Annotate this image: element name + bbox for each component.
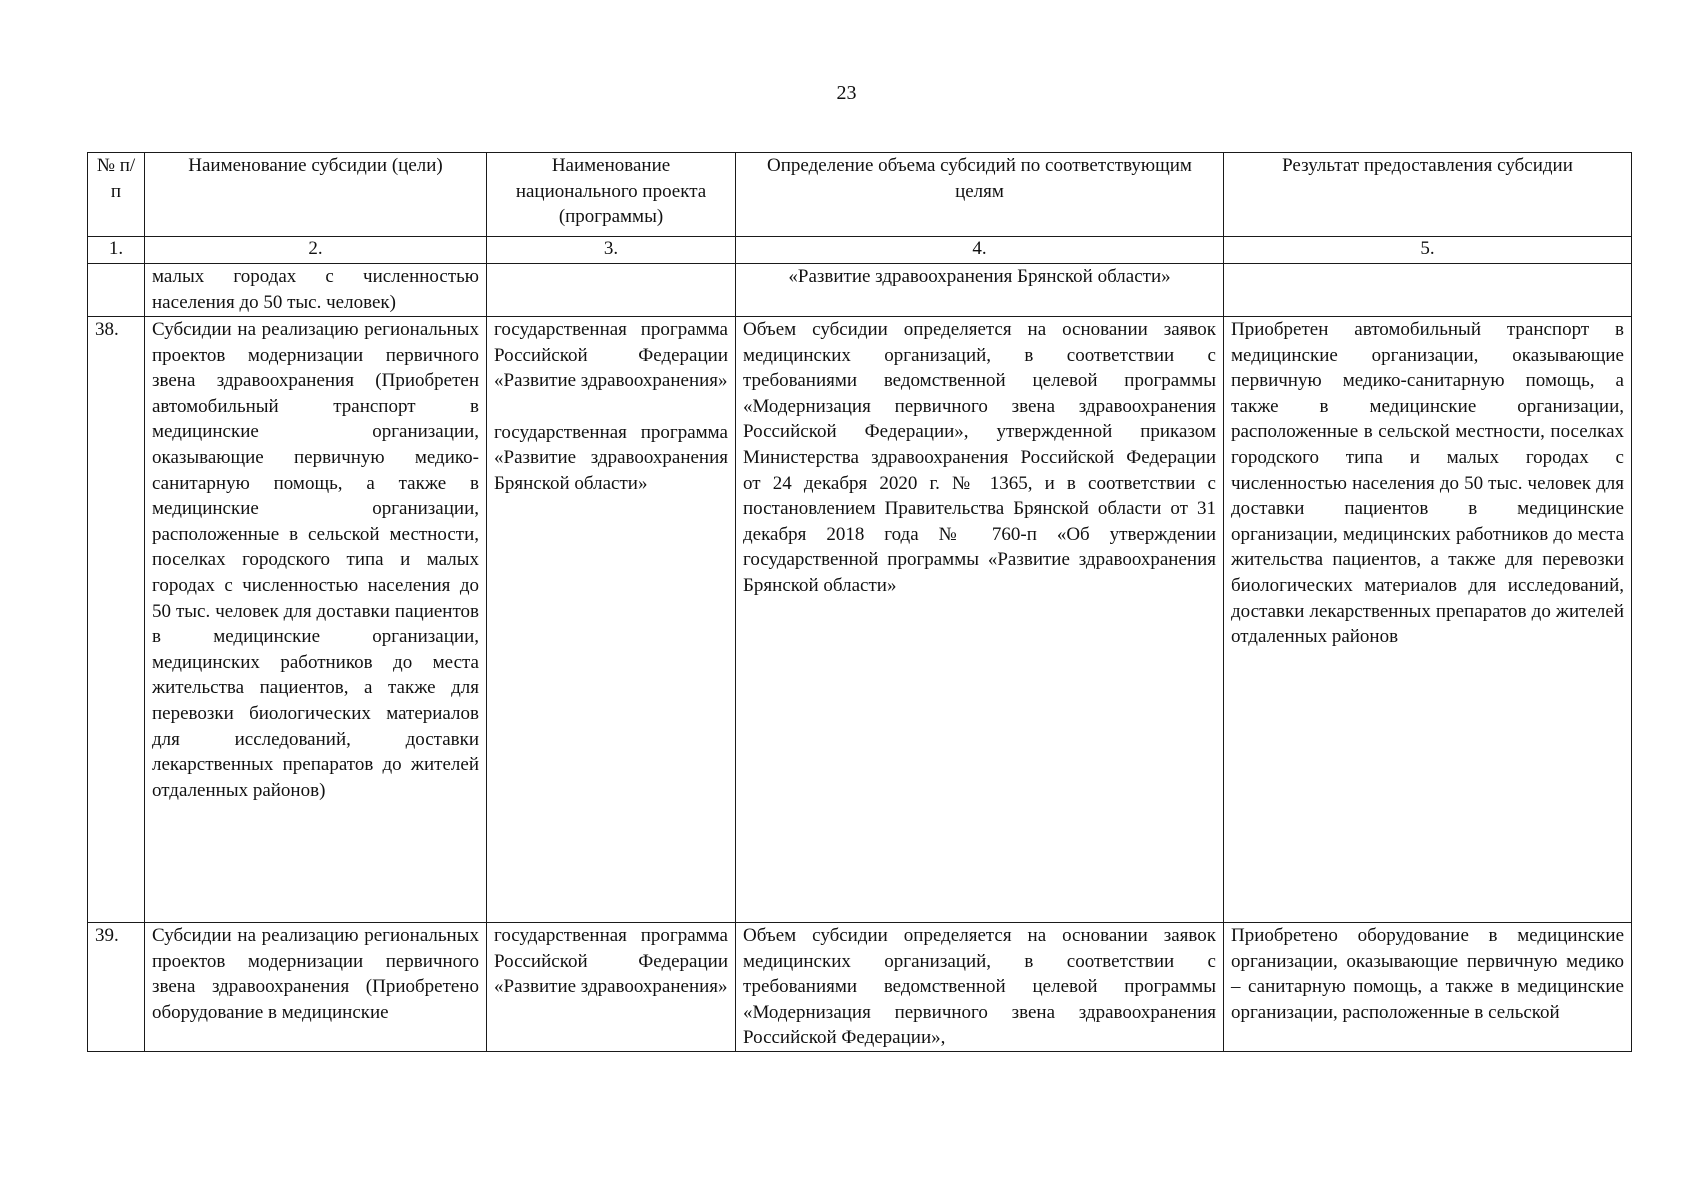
column-number: 4. xyxy=(736,237,1224,264)
table-header-row xyxy=(88,153,1632,237)
column-number: 3. xyxy=(487,237,736,264)
column-number-row xyxy=(88,237,1632,264)
project-name-1: государственная программа Российской Федерации «Развитие здравоохранения» xyxy=(494,319,728,392)
project-name xyxy=(487,923,736,1052)
subsidy-result: Приобретено оборудование в медицинские организации, оказывающие первичную медико – санитарную помощь, а также в медицинские организации, расположенные в сельской xyxy=(1224,923,1632,1052)
row-number xyxy=(88,264,145,317)
column-number: 2. xyxy=(145,237,487,264)
subsidies-table xyxy=(87,152,1632,1052)
subsidy-name: Субсидии на реализацию региональных проектов модернизации первичного звена здравоохранения (Приобретен автомобильный транспорт в медицинские организации, оказывающие первичную медико-санитарную помощь, а также в медицинские организации, расположенные в сельской местности, поселках городского типа и малых городах с численностью населения до 50 тыс. человек для доставки пациентов в медицинские организации, медицинских работников до места жительства пациентов, а также для перевозки биологических материалов для исследований, доставки лекарственных препаратов до жителей отдаленных районов) xyxy=(145,317,487,923)
table-row xyxy=(88,264,1632,317)
project-name-2: государственная программа «Развитие здравоохранения Брянской области» xyxy=(494,421,728,494)
header-name: Наименование субсидии (цели) xyxy=(145,153,487,237)
subsidy-result xyxy=(1224,264,1632,317)
header-num: № п/п xyxy=(88,153,145,237)
header-project: Наименование национального проекта (программы) xyxy=(487,153,736,237)
subsidy-result: Приобретен автомобильный транспорт в медицинские организации, оказывающие первичную медико-санитарную помощь, а также в медицинские организации, расположенные в сельской местности, поселках городского типа и малых городах с численностью населения до 50 тыс. человек для доставки пациентов в медицинские организации, медицинских работников до места жительства пациентов, а также для перевозки биологических материалов для исследований, доставки лекарственных препаратов до жителей отдаленных районов xyxy=(1224,317,1632,923)
volume-determination: Объем субсидии определяется на основании заявок медицинских организаций, в соответствии с требованиями ведомственной целевой программы «Модернизация первичного звена здравоохранения Российской Федерации», утвержденной приказом Министерства здравоохранения Российской Федерации от 24 декабря 2020 г. № 1365, и в соответствии с постановлением Правительства Брянской области от 31 декабря 2018 года № 760-п «Об утверждении государственной программы «Развитие здравоохранения Брянской области» xyxy=(736,317,1224,923)
row-number: 39. xyxy=(88,923,145,1052)
header-result: Результат предоставления субсидии xyxy=(1224,153,1632,237)
header-volume: Определение объема субсидий по соответствующим целям xyxy=(736,153,1224,237)
volume-determination: «Развитие здравоохранения Брянской области» xyxy=(736,264,1224,317)
row-number: 38. xyxy=(88,317,145,923)
volume-determination: Объем субсидии определяется на основании заявок медицинских организаций, в соответствии с требованиями ведомственной целевой программы «Модернизация первичного звена здравоохранения Российской Федерации», xyxy=(736,923,1224,1052)
table-row xyxy=(88,923,1632,1052)
subsidy-name: Субсидии на реализацию региональных проектов модернизации первичного звена здравоохранения (Приобретено оборудование в медицинские xyxy=(145,923,487,1052)
column-number: 5. xyxy=(1224,237,1632,264)
subsidy-name: малых городах с численностью населения до 50 тыс. человек) xyxy=(145,264,487,317)
page-number: 23 xyxy=(836,82,857,104)
column-number: 1. xyxy=(88,237,145,264)
project-name-1: государственная программа Российской Федерации «Развитие здравоохранения» xyxy=(494,925,728,998)
project-name xyxy=(487,264,736,317)
project-name xyxy=(487,317,736,923)
table-row xyxy=(88,317,1632,923)
